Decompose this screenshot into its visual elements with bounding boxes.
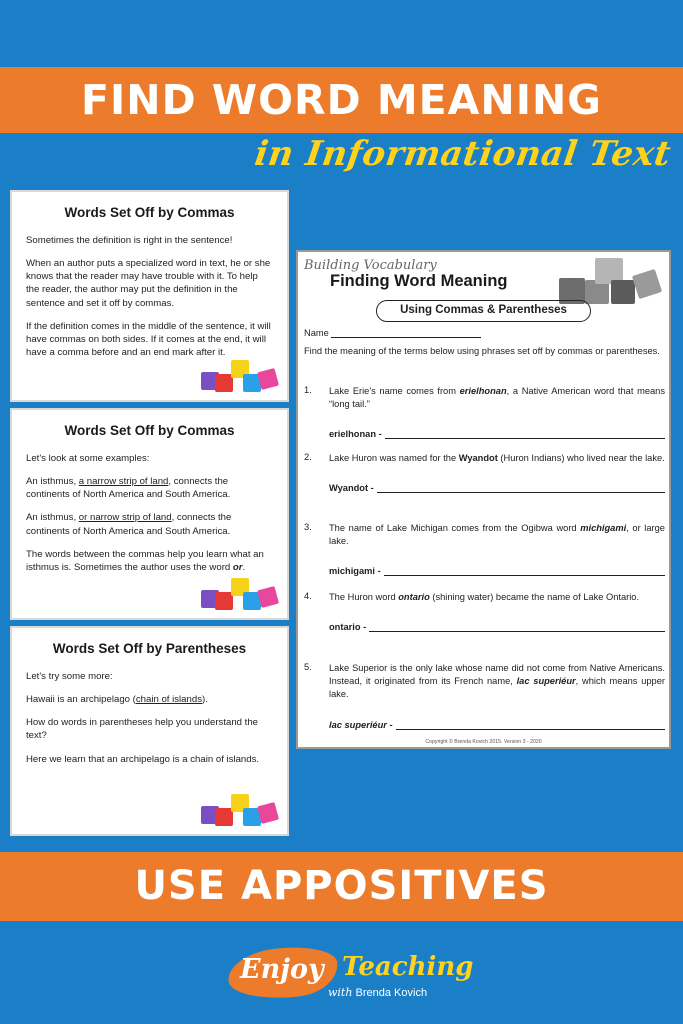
question-number: 5. bbox=[304, 662, 312, 672]
answer-line bbox=[377, 484, 665, 493]
appositives-banner bbox=[0, 852, 683, 921]
worksheet-title: Finding Word Meaning bbox=[330, 272, 508, 290]
answer-term: michigami - bbox=[329, 566, 381, 577]
card-example: Hawaii is an archipelago (chain of islands). bbox=[26, 693, 208, 705]
card-title: Words Set Off by Commas bbox=[64, 205, 235, 220]
dice-cubes-image bbox=[201, 794, 279, 826]
answer-blank bbox=[329, 429, 665, 439]
dice-cubes-image bbox=[201, 578, 279, 610]
answer-blank bbox=[329, 566, 665, 576]
question-text: Lake Erie's name comes from erielhonan, a Native American word that means “long tail.” bbox=[329, 386, 665, 410]
answer-term: erielhonan - bbox=[329, 429, 382, 440]
gray-cube bbox=[611, 280, 635, 304]
worksheet-copyright: Copyright © Brenda Kovich 2015. Version 3 - 2020 bbox=[425, 739, 542, 745]
logo-teaching: Teaching bbox=[342, 952, 474, 982]
slide-card-commas-examples bbox=[10, 408, 289, 620]
question-text: The Huron word ontario (shining water) became the name of Lake Ontario. bbox=[329, 592, 640, 602]
card-paragraph: Sometimes the definition is right in the sentence! bbox=[26, 234, 233, 246]
card-question: How do words in parentheses help you understand the text? bbox=[26, 717, 258, 742]
gray-cube bbox=[632, 269, 662, 299]
page-title: FIND WORD MEANING bbox=[81, 76, 602, 124]
worksheet-instructions: Find the meaning of the terms below using phrases set off by commas or parentheses. bbox=[304, 346, 660, 356]
pink-cube bbox=[257, 802, 279, 824]
answer-blank bbox=[329, 622, 665, 632]
answer-blank bbox=[329, 720, 665, 730]
question-number: 3. bbox=[304, 522, 312, 532]
logo-enjoy: Enjoy bbox=[240, 954, 324, 985]
card-example: An isthmus, a narrow strip of land, connects the continents of North America and South America. bbox=[26, 475, 231, 501]
name-field: Name bbox=[304, 328, 481, 338]
question-item bbox=[304, 662, 665, 730]
question-number: 4. bbox=[304, 591, 312, 601]
underlined-definition: or narrow strip of land bbox=[78, 512, 172, 524]
worksheet-subtitle: Using Commas & Parentheses bbox=[376, 300, 591, 322]
worksheet-brand: Building Vocabulary bbox=[304, 258, 437, 273]
title-banner bbox=[0, 67, 683, 133]
banner-text: USE APPOSITIVES bbox=[134, 863, 549, 909]
question-text: Lake Superior is the only lake whose name did not come from Native Americans. Instead, it originated from its French name, lac superiéur, which means upper lake. bbox=[329, 663, 665, 700]
answer-term: lac superiéur - bbox=[329, 719, 393, 730]
name-blank-line bbox=[331, 337, 481, 338]
dice-cubes-image bbox=[201, 360, 279, 392]
answer-term: ontario - bbox=[329, 622, 367, 633]
question-number: 2. bbox=[304, 452, 312, 462]
question-item bbox=[304, 591, 665, 632]
answer-line bbox=[369, 623, 665, 632]
question-text: Lake Huron was named for the Wyandot (Huron Indians) who lived near the lake. bbox=[329, 453, 665, 463]
answer-term: Wyandot - bbox=[329, 483, 374, 494]
enjoy-teaching-logo bbox=[228, 942, 474, 1008]
card-title: Words Set Off by Commas bbox=[64, 423, 235, 438]
answer-line bbox=[396, 721, 665, 730]
pink-cube bbox=[257, 586, 279, 608]
question-item bbox=[304, 452, 665, 493]
card-paragraph: If the definition comes in the middle of the sentence, it will have commas on both sides. If it comes at the end, it will have a comma before and an end mark after it. bbox=[26, 320, 271, 359]
answer-blank bbox=[329, 483, 665, 493]
logo-byline: with Brenda Kovich bbox=[328, 986, 428, 999]
card-closing: The words between the commas help you learn what an isthmus is. Sometimes the author uses the word or. bbox=[26, 548, 264, 574]
worksheet-preview bbox=[296, 250, 671, 749]
question-number: 1. bbox=[304, 385, 312, 395]
question-text: The name of Lake Michigan comes from the Ogibwa word michigami, or large lake. bbox=[329, 523, 665, 547]
answer-line bbox=[385, 430, 665, 439]
answer-line bbox=[384, 567, 665, 576]
slide-card-commas-intro bbox=[10, 190, 289, 402]
slide-card-parentheses bbox=[10, 626, 289, 836]
question-item bbox=[304, 385, 665, 439]
underlined-definition: chain of islands bbox=[135, 693, 202, 705]
question-item bbox=[304, 522, 665, 576]
page-subtitle: in Informational Text bbox=[252, 134, 674, 174]
card-intro: Let's try some more: bbox=[26, 670, 113, 682]
card-title: Words Set Off by Parentheses bbox=[52, 641, 247, 656]
pink-cube bbox=[257, 368, 279, 390]
underlined-definition: a narrow strip of land bbox=[78, 475, 169, 487]
card-paragraph: When an author puts a specialized word in text, he or she knows that the reader may have trouble with it. To help the reader, the author may put the definition in the sentence and set it off by commas. bbox=[26, 257, 271, 309]
card-example: An isthmus, or narrow strip of land, connects the continents of North America and South America. bbox=[26, 512, 232, 537]
card-answer: Here we learn that an archipelago is a chain of islands. bbox=[26, 753, 260, 765]
card-intro: Let's look at some examples: bbox=[26, 452, 150, 464]
